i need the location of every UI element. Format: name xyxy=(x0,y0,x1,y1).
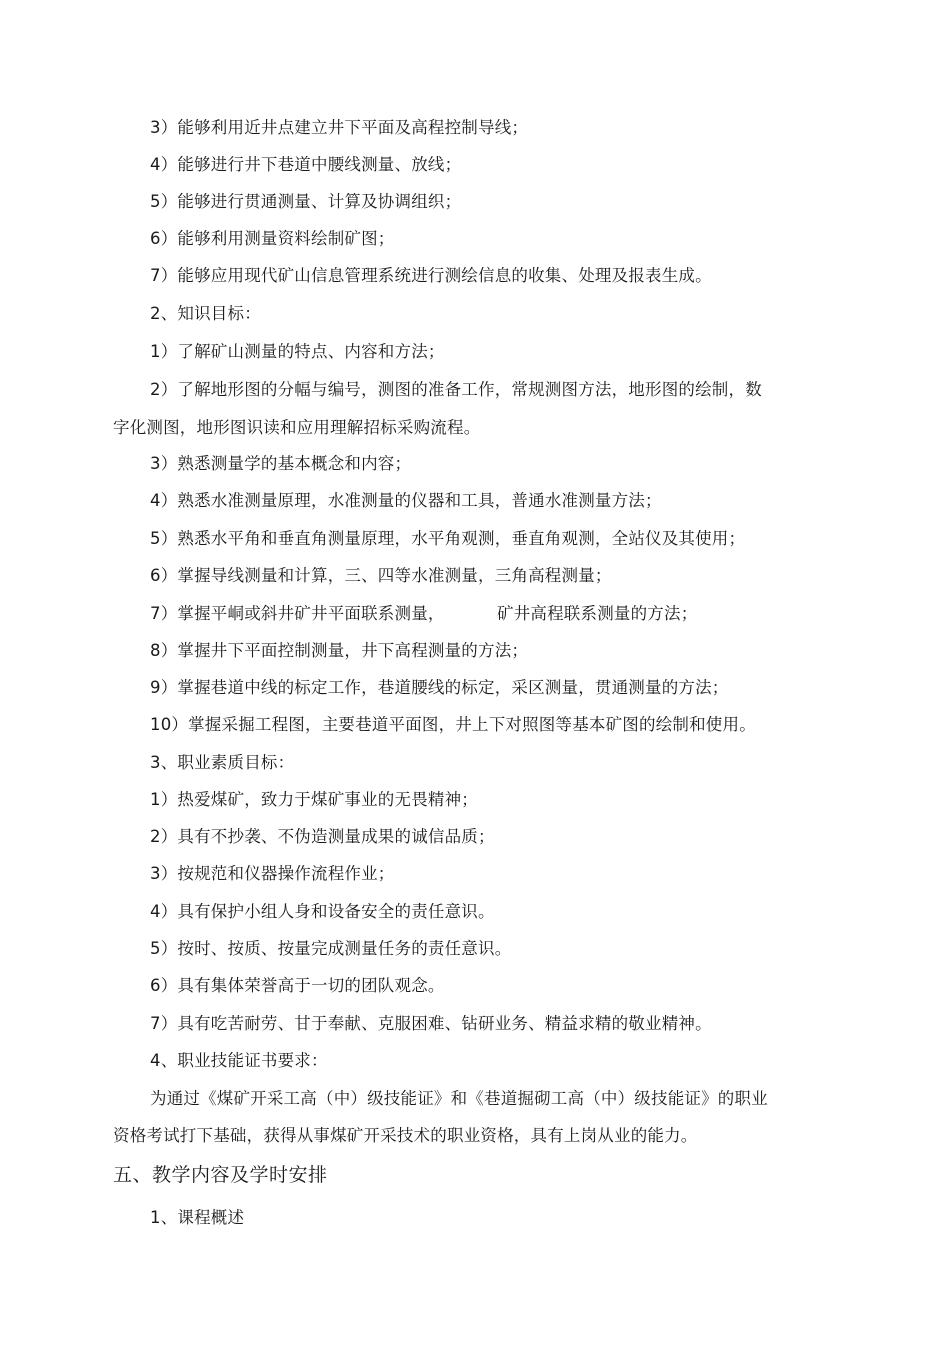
paragraph-line: 1）了解矿山测量的特点、内容和方法； xyxy=(150,342,445,361)
paragraph-line: 为通过《煤矿开采工高（中）级技能证》和《巷道掘砌工高（中）级技能证》的职业 xyxy=(150,1089,768,1108)
paragraph-line: 7）具有吃苦耐劳、甘于奉献、克服困难、钻研业务、精益求精的敬业精神。 xyxy=(150,1014,712,1033)
paragraph-line: 5）按时、按质、按量完成测量任务的责任意识。 xyxy=(150,939,512,958)
paragraph-line: 4）能够进行井下巷道中腰线测量、放线； xyxy=(150,155,462,174)
paragraph-line: 2）具有不抄袭、不伪造测量成果的诚信品质； xyxy=(150,827,495,846)
paragraph-line-fragment: 矿井高程联系测量的方法； xyxy=(497,604,698,623)
chapter-heading: 五、教学内容及学时安排 xyxy=(113,1164,328,1186)
paragraph-line: 5）能够进行贯通测量、计算及协调组织； xyxy=(150,192,462,211)
section-subheading: 2、知识目标： xyxy=(150,304,261,323)
paragraph-line: 6）具有集体荣誉高于一切的团队观念。 xyxy=(150,976,445,995)
paragraph-line: 9）掌握巷道中线的标定工作，巷道腰线的标定，采区测量，贯通测量的方法； xyxy=(150,678,729,697)
paragraph-line: 1）热爱煤矿，致力于煤矿事业的无畏精神； xyxy=(150,790,478,809)
paragraph-line-continued: 字化测图，地形图识读和应用理解招标采购流程。 xyxy=(113,418,481,437)
section-subheading: 4、职业技能证书要求： xyxy=(150,1051,328,1070)
paragraph-line: 6）掌握导线测量和计算，三、四等水准测量，三角高程测量； xyxy=(150,566,612,585)
paragraph-line: 4）熟悉水准测量原理，水准测量的仪器和工具，普通水准测量方法； xyxy=(150,491,662,510)
paragraph-line: 3）按规范和仪器操作流程作业； xyxy=(150,864,395,883)
paragraph-line: 2）了解地形图的分幅与编号，测图的准备工作，常规测图方法，地形图的绘制，数 xyxy=(150,380,762,399)
paragraph-line: 3）能够利用近井点建立井下平面及高程控制导线； xyxy=(150,118,529,137)
paragraph-line: 5）熟悉水平角和垂直角测量原理，水平角观测，垂直角观测，全站仪及其使用； xyxy=(150,529,746,548)
paragraph-line: 4）具有保护小组人身和设备安全的责任意识。 xyxy=(150,902,495,921)
paragraph-line: 7）掌握平峒或斜井矿井平面联系测量， xyxy=(150,604,445,623)
paragraph-line: 6）能够利用测量资料绘制矿图； xyxy=(150,229,395,248)
section-subheading: 1、课程概述 xyxy=(150,1208,245,1227)
paragraph-line: 7）能够应用现代矿山信息管理系统进行测绘信息的收集、处理及报表生成。 xyxy=(150,266,712,285)
paragraph-line: 10）掌握采掘工程图，主要巷道平面图，井上下对照图等基本矿图的绘制和使用。 xyxy=(150,715,756,734)
section-subheading: 3、职业素质目标： xyxy=(150,753,295,772)
paragraph-line: 3）熟悉测量学的基本概念和内容； xyxy=(150,454,412,473)
paragraph-line-continued: 资格考试打下基础，获得从事煤矿开采技术的职业资格，具有上岗从业的能力。 xyxy=(113,1126,698,1145)
paragraph-line: 8）掌握井下平面控制测量，井下高程测量的方法； xyxy=(150,641,529,660)
